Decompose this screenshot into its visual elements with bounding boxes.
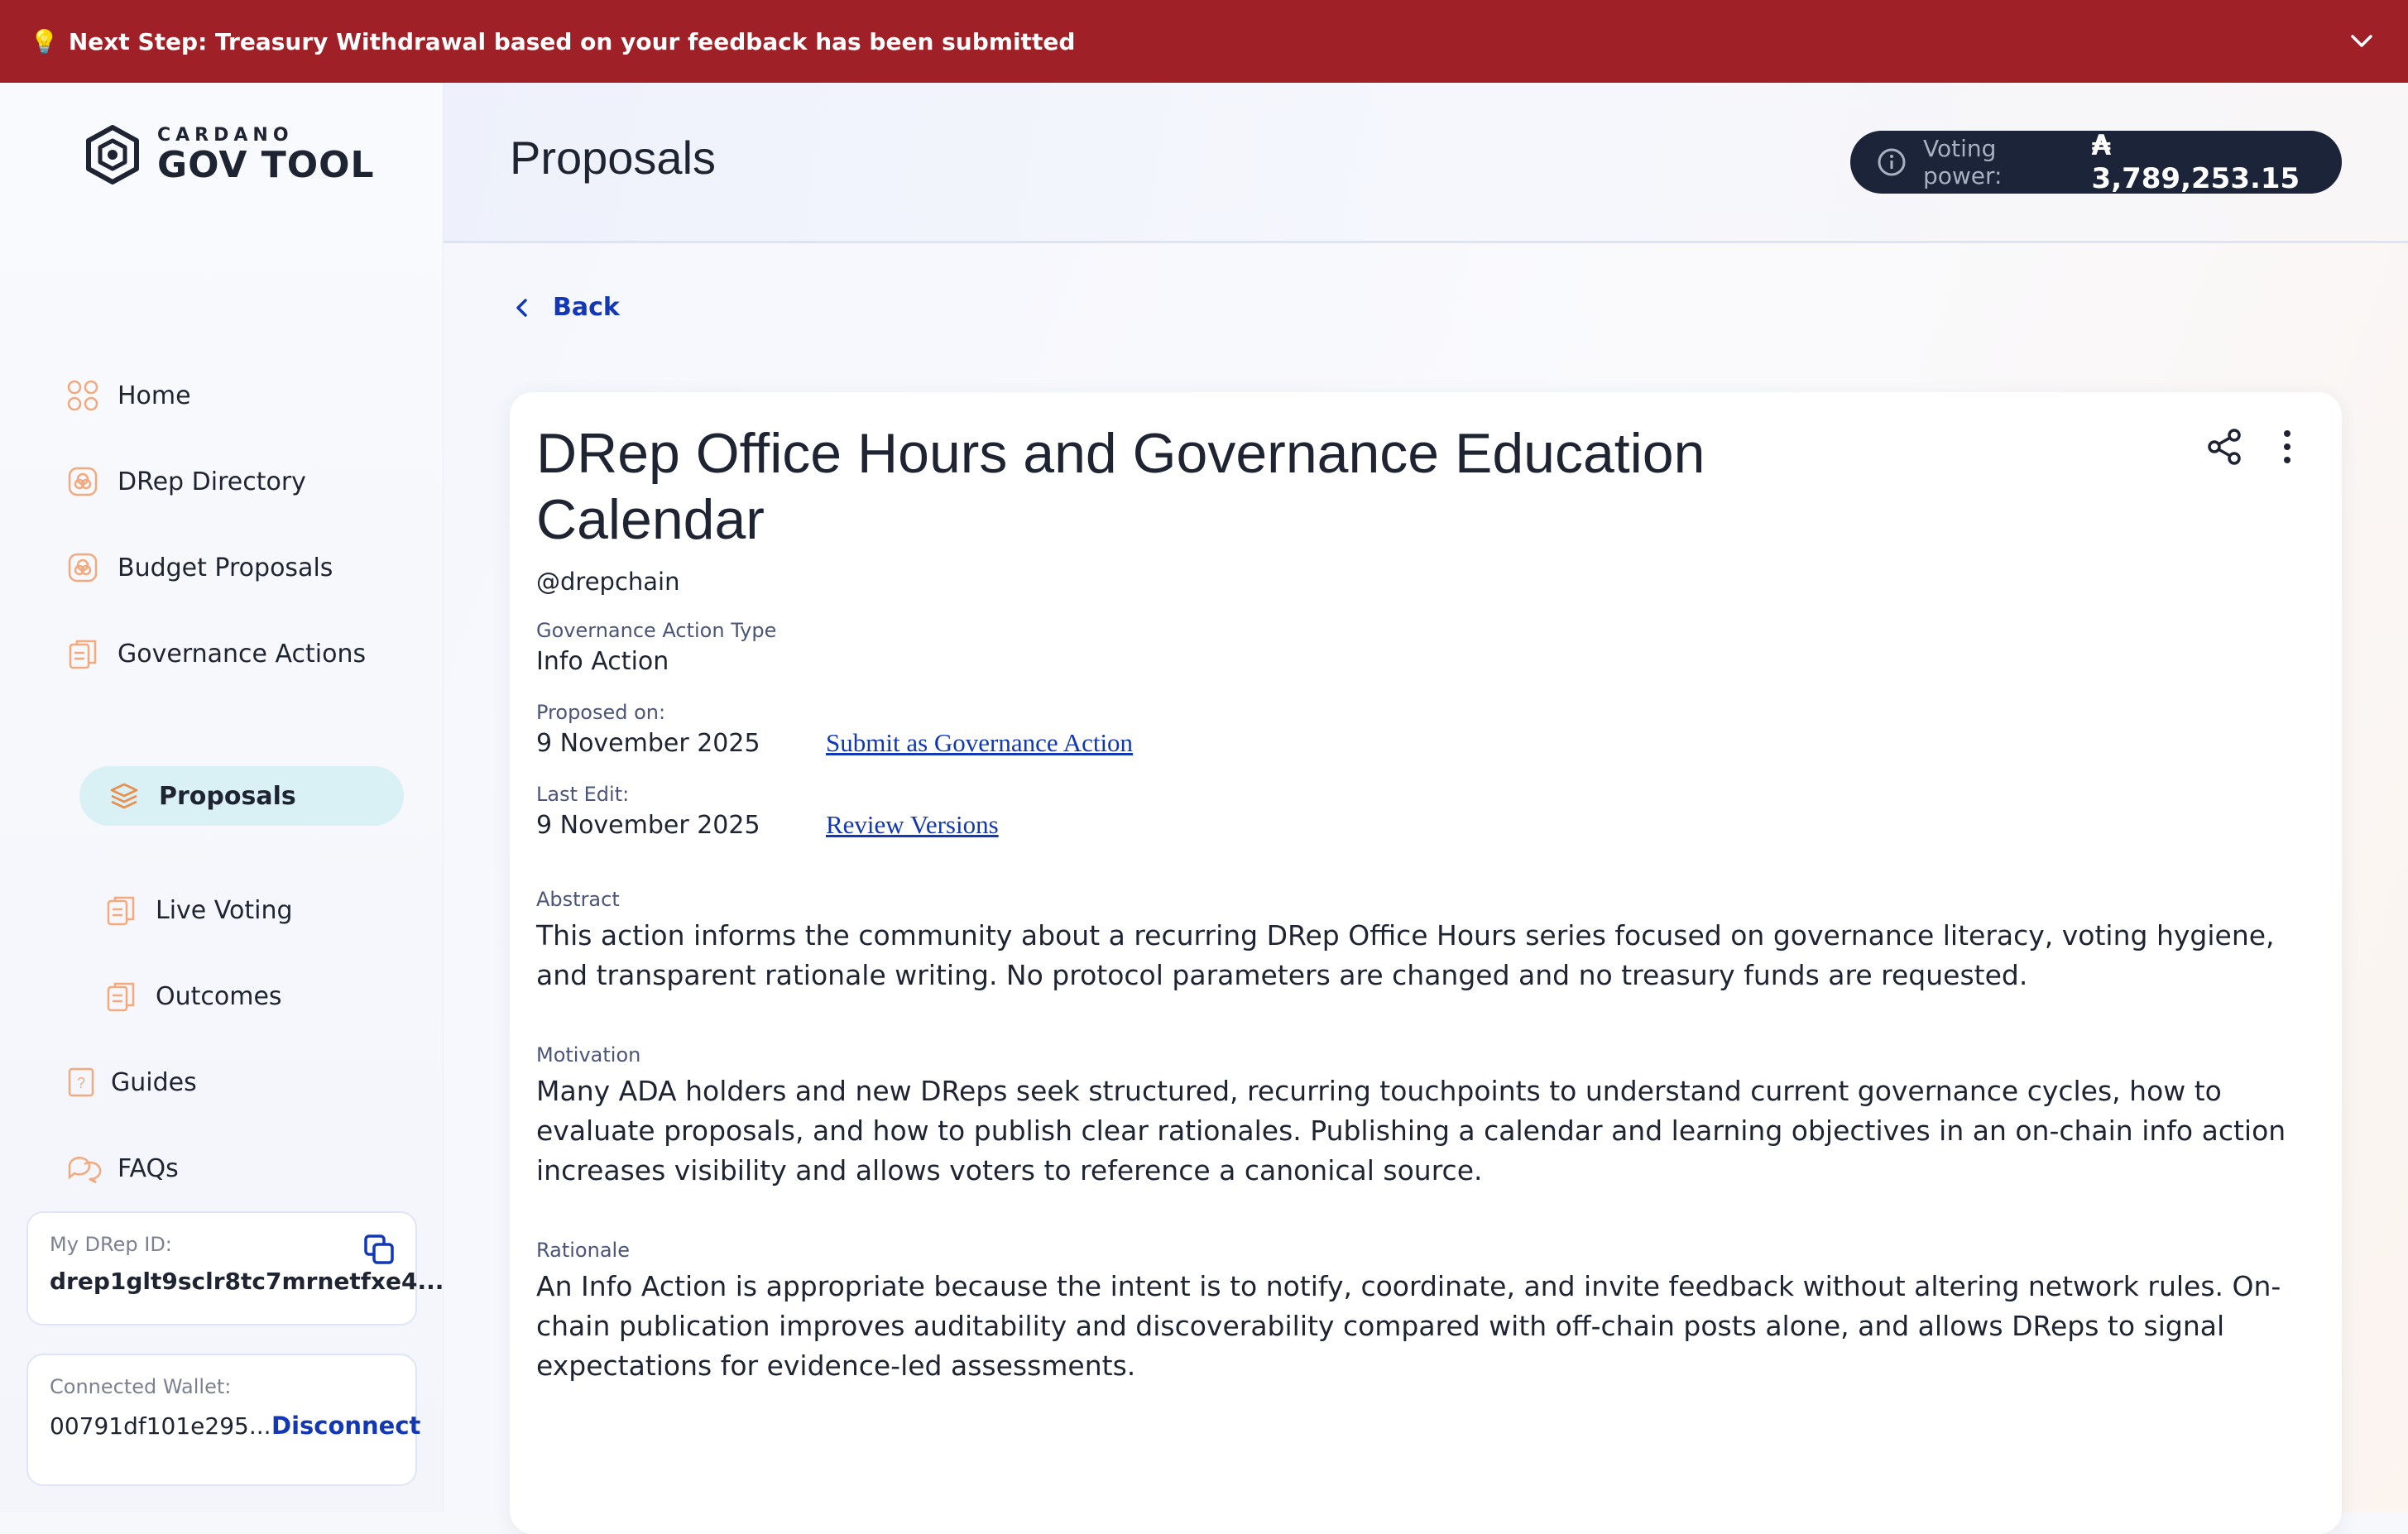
lightbulb-icon: 💡	[30, 27, 59, 55]
sidebar-item-home[interactable]	[66, 366, 191, 425]
more-options-icon[interactable]	[2279, 427, 2295, 467]
sidebar-item-governance-actions[interactable]	[66, 624, 366, 683]
motivation-text: Many ADA holders and new DReps seek structured, recurring touchpoints to understand current governance cycles, how to evaluate proposals, and how to publish clear rationales. Publishing a calendar and learning objectives in an on-chain info action increases visibility and allows voters to reference a canonical source.	[536, 1075, 2286, 1186]
proposed-on-value: 9 November 2025	[536, 729, 760, 758]
abstract-text: This action informs the community about a recurring DRep Office Hours series focused on governance literacy, voting hygiene, and transparent rationale writing. No protocol parameters are changed and no treasury funds are requested.	[536, 919, 2275, 991]
svg-text:?: ?	[76, 1075, 86, 1091]
proposed-on-label: Proposed on:	[536, 701, 666, 724]
sidebar	[0, 83, 444, 1512]
back-button[interactable]	[510, 293, 620, 322]
proposal-card	[510, 392, 2342, 1534]
faqs-icon	[66, 1152, 99, 1185]
wallet-label: Connected Wallet:	[50, 1375, 232, 1398]
voting-power-pill[interactable]	[1850, 131, 2342, 194]
sidebar-item-label: Guides	[111, 1067, 197, 1097]
proposals-stack-icon	[108, 779, 141, 813]
review-versions-link[interactable]: Review Versions	[826, 810, 999, 839]
sidebar-item-label: Budget Proposals	[118, 553, 333, 582]
drep-id-value: drep1glt9sclr8tc7mrnetfxe4...	[50, 1268, 444, 1295]
sidebar-item-outcomes[interactable]	[104, 966, 282, 1026]
rationale-text: An Info Action is appropriate because the intent is to notify, coordinate, and invite feedback without altering network rules. On-chain publication improves auditability and discoverability compared with off-chain posts alone, and allows DReps to signal expectations for evidence-led assessments.	[536, 1270, 2281, 1382]
sidebar-item-label: DRep Directory	[118, 467, 306, 496]
sidebar-item-drep-directory[interactable]	[66, 452, 306, 511]
share-icon[interactable]	[2204, 427, 2244, 467]
chevron-left-icon	[510, 295, 535, 320]
page-title: Proposals	[510, 132, 717, 184]
drep-id-card	[26, 1211, 444, 1325]
sidebar-item-label: Live Voting	[156, 895, 293, 925]
last-edit-label: Last Edit:	[536, 783, 630, 806]
abstract-label: Abstract	[536, 888, 620, 911]
logo-small-text: CARDANO	[157, 125, 294, 146]
notification-banner[interactable]	[0, 0, 2408, 83]
governance-actions-icon	[66, 637, 99, 670]
sidebar-item-label: FAQs	[118, 1153, 179, 1183]
page-header	[444, 83, 2408, 243]
motivation-label: Motivation	[536, 1043, 641, 1067]
sidebar-item-guides[interactable]	[65, 1052, 197, 1112]
voting-power-value: ₳ 3,789,253.15	[2091, 129, 2300, 195]
wallet-address: 00791df101e295...	[50, 1412, 271, 1440]
submit-governance-action-link[interactable]: Submit as Governance Action	[826, 728, 1134, 757]
drep-directory-icon	[66, 465, 99, 498]
chevron-down-icon[interactable]	[2345, 25, 2378, 58]
logo-big-text: GOV TOOL	[157, 144, 375, 186]
live-voting-icon	[104, 894, 137, 927]
home-grid-icon	[66, 379, 99, 412]
logo-icon	[79, 122, 146, 189]
last-edit-value: 9 November 2025	[536, 811, 760, 840]
sidebar-item-label: Outcomes	[156, 981, 282, 1011]
outcomes-icon	[104, 980, 137, 1013]
main-content	[444, 243, 2408, 1512]
sidebar-item-faqs[interactable]	[66, 1139, 179, 1198]
sidebar-item-live-voting[interactable]	[104, 880, 293, 940]
sidebar-item-label: Governance Actions	[118, 639, 367, 669]
proposal-author: @drepchain	[536, 568, 680, 596]
info-icon	[1877, 147, 1907, 177]
rationale-label: Rationale	[536, 1239, 630, 1262]
proposal-title: DRep Office Hours and Governance Education Calendar	[536, 422, 1705, 551]
disconnect-button[interactable]: Disconnect	[271, 1412, 421, 1440]
voting-power-label: Voting power:	[1923, 135, 2003, 189]
banner-text: Next Step: Treasury Withdrawal based on your feedback has been submitted	[68, 27, 1076, 55]
budget-proposals-icon	[66, 551, 99, 584]
logo[interactable]	[79, 122, 375, 189]
back-label: Back	[553, 293, 620, 322]
sidebar-item-label: Home	[118, 381, 191, 410]
action-type-value: Info Action	[536, 647, 669, 676]
drep-id-label: My DRep ID:	[50, 1233, 172, 1256]
guides-icon	[65, 1066, 98, 1099]
action-type-label: Governance Action Type	[536, 619, 777, 642]
connected-wallet-card	[26, 1354, 421, 1486]
copy-icon[interactable]	[362, 1233, 396, 1266]
sidebar-item-proposals[interactable]	[79, 766, 404, 826]
sidebar-item-label: Proposals	[159, 781, 296, 811]
sidebar-item-budget-proposals[interactable]	[66, 538, 333, 597]
